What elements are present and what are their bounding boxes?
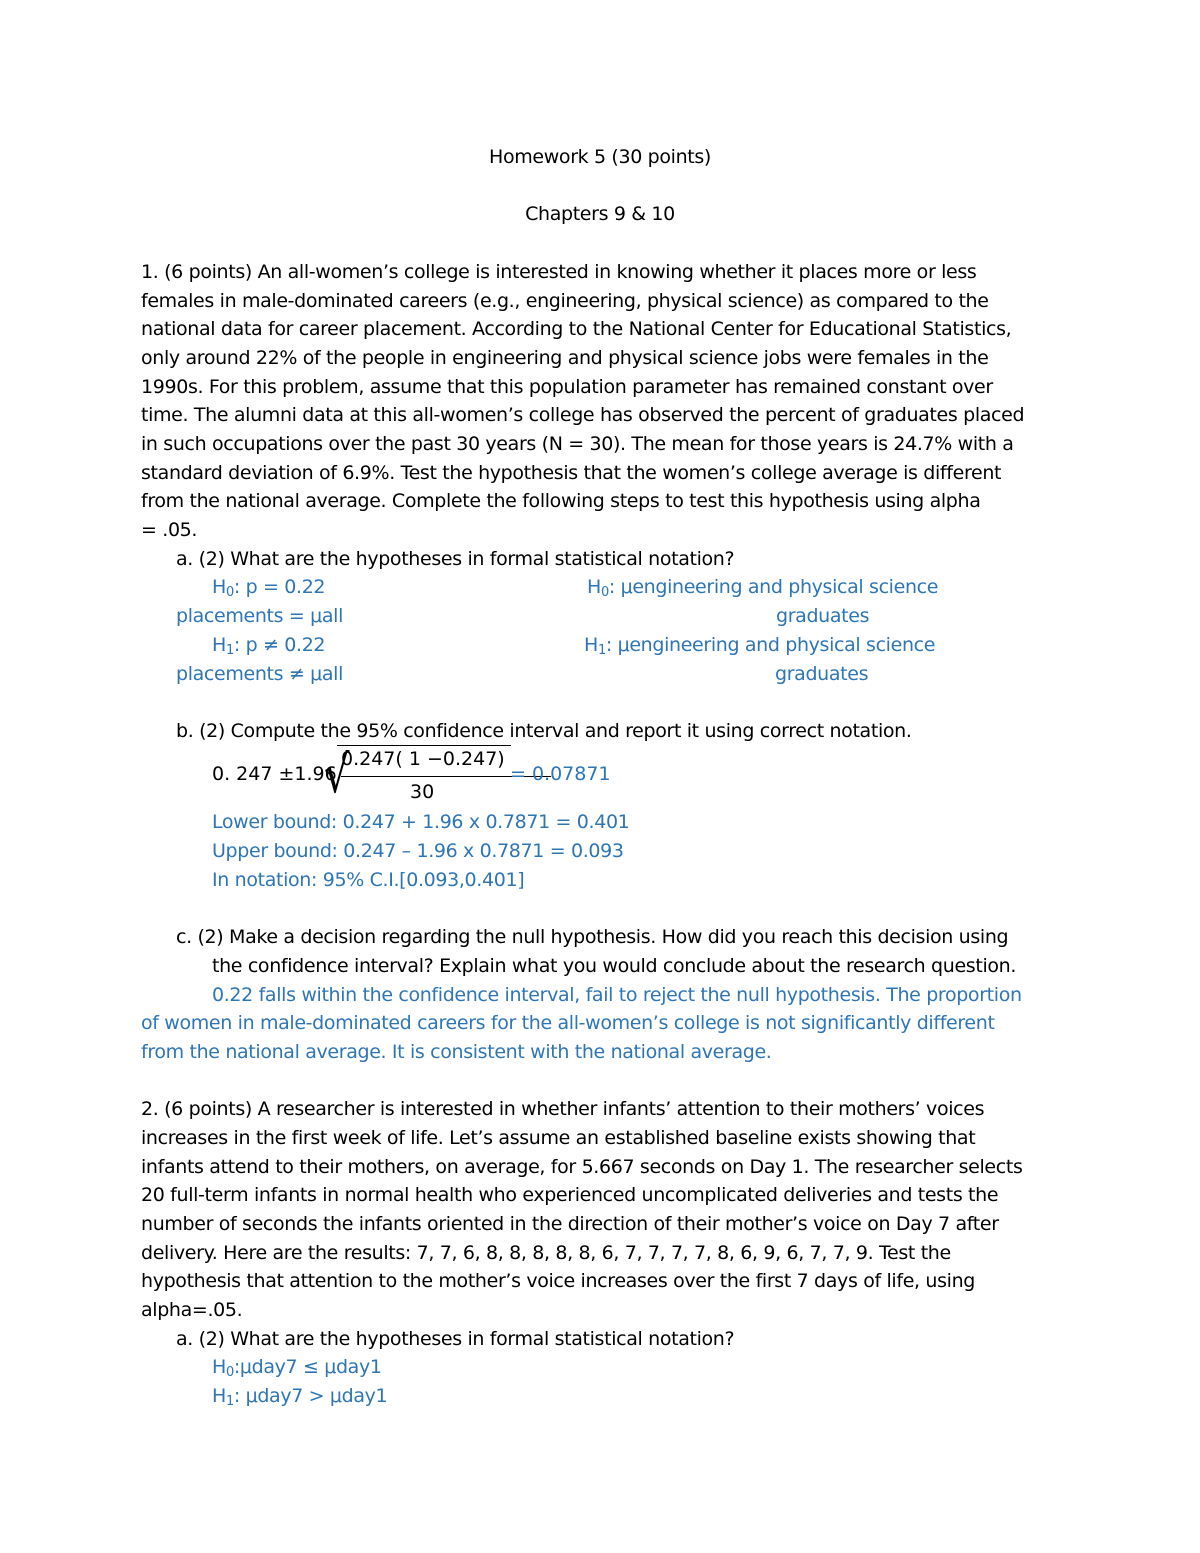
- q1-text-line: only around 22% of the people in engineering and physical science jobs were females in the: [141, 347, 989, 369]
- q2a-h1: $H_1$: μday7 > μday1: [212, 1385, 388, 1409]
- q1-text-line: time. The alumni data at this all-women’s college has observed the percent of graduates placed: [141, 404, 1025, 426]
- formula-numerator: 0.247( 1 −0.247): [337, 745, 511, 770]
- q1a-placements-eq: placements = μall: [176, 605, 344, 627]
- q1-text-line: 1990s. For this problem, assume that this population parameter has remained constant over: [141, 376, 993, 398]
- q2-text-line: 20 full-term infants in normal health who experienced uncomplicated deliveries and tests the: [141, 1184, 999, 1206]
- q1-text-line: 1. (6 points) An all-women’s college is interested in knowing whether it places more or less: [141, 261, 977, 283]
- q1c-answer-line: from the national average. It is consistent with the national average.: [141, 1041, 772, 1063]
- q1a-graduates: graduates: [775, 663, 869, 685]
- q2-text-line: delivery. Here are the results: 7, 7, 6, 8, 8, 8, 8, 8, 6, 7, 7, 7, 7, 8, 6, 9, 6, 7, 7, 9. Test the: [141, 1242, 951, 1264]
- q2-text-line: alpha=.05.: [141, 1299, 243, 1321]
- q2a-h0: $H_0:\mu day7 \le \mu day1$: [212, 1356, 382, 1380]
- q1-text-line: national data for career placement. According to the National Center for Educational Statistics,: [141, 318, 1012, 340]
- confidence-interval-formula: [212, 745, 652, 805]
- formula-denominator: 30: [410, 781, 435, 803]
- q1-text-line: in such occupations over the past 30 years (N = 30). The mean for those years is 24.7% with a: [141, 433, 1014, 455]
- q1-text-line: females in male-dominated careers (e.g., engineering, physical science) as compared to the: [141, 290, 989, 312]
- q1b-question: b. (2) Compute the 95% confidence interval and report it using correct notation.: [176, 720, 912, 742]
- formula-result: = 0.07871: [510, 763, 611, 785]
- q1b-notation: In notation: 95% C.I.[0.093,0.401]: [212, 869, 525, 891]
- q1a-question: a. (2) What are the hypotheses in formal statistical notation?: [176, 548, 735, 570]
- q2-text-line: number of seconds the infants oriented in the direction of their mother’s voice on Day 7 after: [141, 1213, 999, 1235]
- q2-text-line: hypothesis that attention to the mother’s voice increases over the first 7 days of life, using: [141, 1270, 975, 1292]
- q2a-question: a. (2) What are the hypotheses in formal statistical notation?: [176, 1328, 735, 1350]
- q1a-graduates: graduates: [776, 605, 870, 627]
- q1b-upper-bound: Upper bound: 0.247 – 1.96 x 0.7871 = 0.093: [212, 840, 624, 862]
- q2-text-line: 2. (6 points) A researcher is interested in whether infants’ attention to their mothers’ voices: [141, 1098, 985, 1120]
- q1b-lower-bound: Lower bound: 0.247 + 1.96 x 0.7871 = 0.401: [212, 811, 630, 833]
- page-subtitle: Chapters 9 & 10: [525, 203, 675, 225]
- q2-text-line: increases in the first week of life. Let’s assume an established baseline exists showing that: [141, 1127, 976, 1149]
- q1-text-line: from the national average. Complete the following steps to test this hypothesis using alpha: [141, 490, 981, 512]
- q1a-h1-left: $H_1$: p ≠ 0.22: [212, 634, 326, 658]
- q1a-h0-left: $H_0$: p = 0.22: [212, 576, 326, 600]
- q1a-placements-ne: placements ≠ μall: [176, 663, 344, 685]
- q1-text-line: = .05.: [141, 519, 198, 541]
- formula-coefficient: 0. 247 ±1.96: [212, 763, 337, 785]
- page-title: Homework 5 (30 points): [489, 146, 711, 168]
- q1-text-line: standard deviation of 6.9%. Test the hypothesis that the women’s college average is different: [141, 462, 1002, 484]
- q1c-question: the confidence interval? Explain what you would conclude about the research question.: [212, 955, 1017, 977]
- q1a-h0-right: $H_0$: μengineering and physical science: [587, 576, 939, 600]
- q2-text-line: infants attend to their mothers, on average, for 5.667 seconds on Day 1. The researcher selects: [141, 1156, 1023, 1178]
- q1c-question: c. (2) Make a decision regarding the null hypothesis. How did you reach this decision using: [176, 926, 1009, 948]
- q1a-h1-right: $H_1$: μengineering and physical science: [584, 634, 936, 658]
- q1c-answer-line: 0.22 falls within the confidence interval, fail to reject the null hypothesis. The proportion: [212, 984, 1022, 1006]
- square-root-icon: √: [324, 745, 350, 805]
- q1c-answer-line: of women in male-dominated careers for the all-women’s college is not significantly different: [141, 1012, 995, 1034]
